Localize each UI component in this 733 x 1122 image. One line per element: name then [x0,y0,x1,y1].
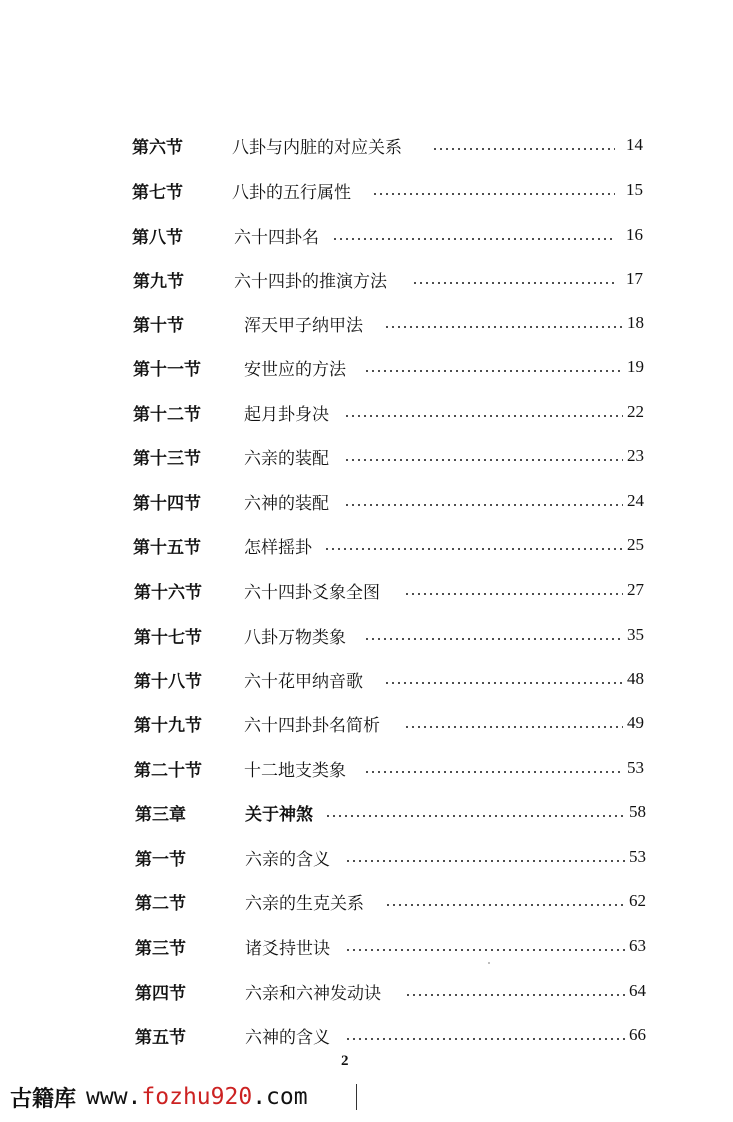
toc-entry [0,175,733,205]
toc-section-number: 第二节 [135,893,186,914]
toc-entry-title: 六亲的装配 [244,448,329,469]
toc-entry-title: 十二地支类象 [244,760,346,781]
toc-section-number: 第十九节 [134,715,202,736]
toc-page-number: 62 [629,891,646,910]
toc-leader-dots [364,638,623,640]
toc-entry-title: 浑天甲子纳甲法 [244,315,363,336]
toc-section-number: 第十三节 [133,448,201,469]
toc-entry-title: 六亲的生克关系 [245,893,364,914]
watermark-url-suffix: .com [252,1084,308,1110]
toc-section-number: 第十六节 [134,582,202,603]
toc-entry-title: 六十四卦卦名简析 [244,715,380,736]
toc-page-number: 14 [626,135,643,154]
toc-section-number: 第十四节 [133,493,201,514]
toc-entry-title: 八卦的五行属性 [232,182,351,203]
toc-entry-title: 六十四卦的推演方法 [234,271,387,292]
toc-page-number: 25 [627,535,644,554]
toc-leader-dots [324,548,623,550]
toc-page-number: 66 [629,1025,646,1044]
toc-entry [0,708,733,738]
toc-entry [0,842,733,872]
toc-entry [0,486,733,516]
toc-page-number: 63 [629,936,646,955]
toc-entry-title: 安世应的方法 [244,359,346,380]
toc-leader-dots [405,994,625,996]
toc-entry-title: 起月卦身决 [244,404,329,425]
toc-section-number: 第一节 [135,849,186,870]
toc-entry [0,352,733,382]
toc-section-number: 第十二节 [133,404,201,425]
toc-leader-dots [384,326,624,328]
toc-entry [0,886,733,916]
toc-page-number: 64 [629,981,646,1000]
toc-entry [0,130,733,160]
toc-entry-title: 怎样摇卦 [244,537,312,558]
toc-leader-dots [344,459,623,461]
toc-page-number: 35 [627,625,644,644]
watermark [10,1080,308,1114]
toc-entry-title: 六十四卦名 [234,227,319,248]
toc-entry [0,1020,733,1050]
toc-leader-dots [344,415,623,417]
toc-leader-dots [345,1038,625,1040]
toc-entry [0,753,733,783]
toc-entry [0,308,733,338]
toc-page-number: 58 [629,802,646,821]
toc-entry-title: 六神的装配 [244,493,329,514]
toc-page-number: 27 [627,580,644,599]
toc-section-number: 第十节 [133,315,184,336]
toc-section-number: 第二十节 [134,760,202,781]
toc-page-number: 18 [627,313,644,332]
scan-speck [488,962,490,964]
toc-entry [0,264,733,294]
toc-entry [0,976,733,1006]
toc-page-number: 22 [627,402,644,421]
toc-section-number: 第十八节 [134,671,202,692]
toc-page-number: 53 [627,758,644,777]
toc-leader-dots [345,860,625,862]
toc-section-number: 第五节 [135,1027,186,1048]
toc-section-number: 第四节 [135,983,186,1004]
toc-leader-dots [404,593,623,595]
toc-entry [0,441,733,471]
toc-page-number: 17 [626,269,643,288]
toc-entry-title: 六十四卦爻象全图 [244,582,380,603]
toc-entry [0,620,733,650]
watermark-url-highlight: fozhu920 [141,1084,253,1110]
toc-leader-dots [404,726,623,728]
toc-leader-dots [345,949,625,951]
toc-section-number: 第三章 [135,804,186,825]
toc-entry-title: 诸爻持世诀 [245,938,330,959]
toc-section-number: 第十七节 [134,627,202,648]
watermark-site-name: 古籍库 [10,1086,77,1112]
toc-entry-title: 六亲和六神发动诀 [245,983,381,1004]
watermark-edge-line [356,1084,357,1110]
toc-section-number: 第八节 [132,227,183,248]
toc-page-number: 49 [627,713,644,732]
toc-page-number: 16 [626,225,643,244]
toc-page-number: 24 [627,491,644,510]
toc-section-number: 第十五节 [133,537,201,558]
toc-entry-title: 六十花甲纳音歌 [244,671,363,692]
toc-entry [0,664,733,694]
toc-page-number: 48 [627,669,644,688]
toc-entry [0,220,733,250]
toc-entry-title: 八卦万物类象 [244,627,346,648]
watermark-url-prefix: www. [86,1084,142,1110]
toc-leader-dots [325,815,625,817]
toc-leader-dots [412,282,615,284]
toc-section-number: 第七节 [132,182,183,203]
page-number: 2 [341,1053,349,1069]
toc-section-number: 第六节 [132,137,183,158]
toc-page-number: 23 [627,446,644,465]
toc-leader-dots [364,771,623,773]
toc-entry-title: 六亲的含义 [245,849,330,870]
toc-entry [0,530,733,560]
toc-section-number: 第三节 [135,938,186,959]
toc-leader-dots [372,193,615,195]
toc-leader-dots [432,148,615,150]
toc-entry [0,931,733,961]
toc-page-number: 15 [626,180,643,199]
toc-entry [0,797,733,827]
toc-leader-dots [385,904,625,906]
toc-entry [0,397,733,427]
toc-entry-title: 关于神煞 [245,804,313,825]
toc-entry-title: 八卦与内脏的对应关系 [232,137,402,158]
toc-leader-dots [344,504,623,506]
toc-page-number: 19 [627,357,644,376]
toc-page-number: 53 [629,847,646,866]
toc-entry [0,575,733,605]
toc-leader-dots [332,238,615,240]
toc-leader-dots [384,682,623,684]
toc-entry-title: 六神的含义 [245,1027,330,1048]
toc-section-number: 第十一节 [133,359,201,380]
toc-section-number: 第九节 [133,271,184,292]
toc-leader-dots [364,370,623,372]
